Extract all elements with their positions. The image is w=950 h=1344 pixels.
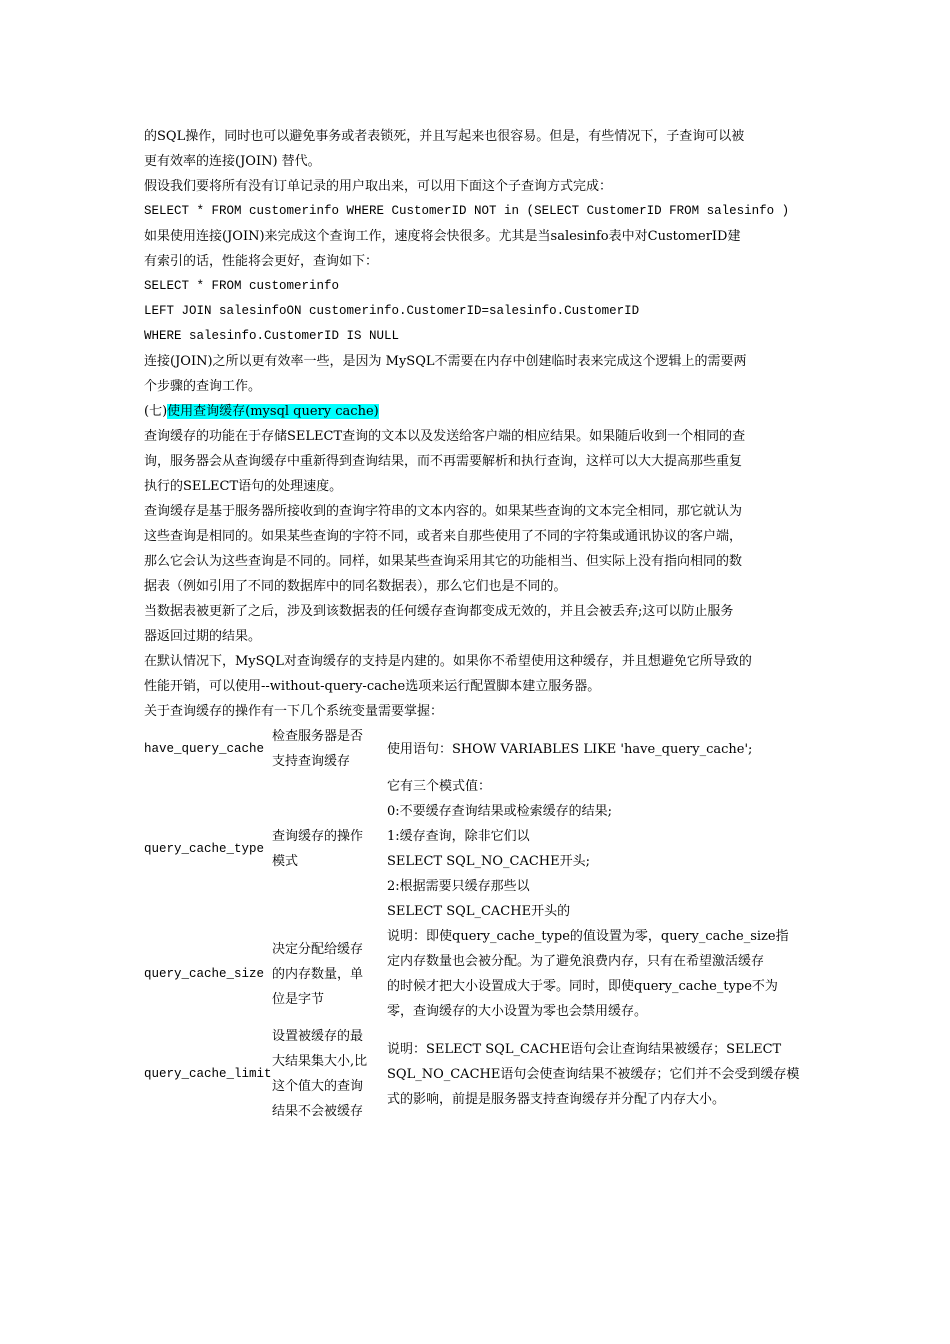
- paragraph-line: 有索引的话，性能将会更好，查询如下：: [144, 254, 379, 269]
- description-line: 这个值大的查询: [271, 1079, 363, 1094]
- detail-line: SELECT SQL_CACHE开头的: [387, 904, 571, 919]
- table-row: [144, 724, 814, 774]
- paragraph-line: 查询缓存是基于服务器所接收到的查询字符串的文本内容的。如果某些查询的文本完全相同，那它就认为: [144, 504, 743, 519]
- detail-line: 说明：SELECT SQL_CACHE语句会让查询结果被缓存；SELECT: [387, 1041, 782, 1057]
- paragraph-line: 关于查询缓存的操作有一下几个系统变量需要掌握：: [144, 704, 444, 719]
- paragraph-line: 假设我们要将所有没有订单记录的用户取出来，可以用下面这个子查询方式完成：: [144, 179, 613, 194]
- code-line: WHERE salesinfo.CustomerID IS NULL: [144, 329, 400, 343]
- document-page: [144, 124, 814, 1124]
- detail-line: 的时候才把大小设置成大于零。同时，即使query_cache_type不为: [387, 979, 778, 994]
- variable-description: [272, 924, 385, 1024]
- paragraph-line: 查询缓存的功能在于存储SELECT查询的文本以及发送给客户端的相应结果。如果随后收到一个相同的查: [144, 429, 746, 444]
- variable-detail: [385, 1024, 814, 1124]
- intro-section: [144, 124, 814, 399]
- detail-line: SELECT SQL_NO_CACHE开头;: [387, 854, 590, 869]
- code-line: SELECT * FROM customerinfo: [144, 279, 340, 293]
- description-line: 大结果集大小,比: [271, 1054, 368, 1069]
- detail-line: 它有三个模式值：: [387, 779, 492, 794]
- query-cache-section: [144, 424, 814, 724]
- detail-line: 零，查询缓存的大小设置为零也会禁用缓存。: [387, 1004, 648, 1019]
- paragraph-line: 如果使用连接(JOIN)来完成这个查询工作，速度将会快很多。尤其是当salesinfo表中对CustomerID建: [144, 229, 741, 244]
- code-line: LEFT JOIN salesinfoON customerinfo.CustomerID=salesinfo.CustomerID: [144, 304, 640, 318]
- description-line: 查询缓存的操作: [271, 829, 363, 844]
- table-row: [144, 774, 814, 924]
- variable-name: have_query_cache: [144, 742, 265, 756]
- paragraph-line: 据表（例如引用了不同的数据库中的同名数据表），那么它们也是不同的。: [144, 579, 567, 594]
- section-heading: [144, 399, 814, 424]
- variable-detail: [385, 774, 814, 924]
- detail-line: 使用语句：SHOW VARIABLES LIKE 'have_query_cache';: [387, 741, 753, 757]
- variable-detail: [385, 924, 814, 1024]
- detail-line: SQL_NO_CACHE语句会使查询结果不被缓存；它们并不会受到缓存模: [387, 1066, 800, 1082]
- description-line: 检查服务器是否: [271, 729, 363, 744]
- description-line: 决定分配给缓存: [271, 941, 363, 957]
- variable-name: query_cache_limit: [144, 1067, 272, 1081]
- table-row: [144, 1024, 814, 1124]
- paragraph-line: 个步骤的查询工作。: [144, 379, 262, 394]
- section-heading-title: 使用查询缓存(mysql query cache): [167, 404, 379, 419]
- paragraph-line: 性能开销，可以使用--without-query-cache选项来运行配置脚本建立服务器。: [144, 679, 601, 694]
- detail-line: 说明：即使query_cache_type的值设置为零，query_cache_size指: [387, 929, 789, 944]
- table-row: [144, 924, 814, 1024]
- paragraph-line: 这些查询是相同的。如果某些查询的字符不同，或者来自那些使用了不同的字符集或通讯协议的客户端，: [144, 529, 743, 544]
- paragraph-line: 的SQL操作，同时也可以避免事务或者表锁死，并且写起来也很容易。但是，有些情况下，子查询可以被: [144, 129, 745, 144]
- description-line: 支持查询缓存: [271, 754, 350, 769]
- system-variables-table: [144, 724, 814, 1124]
- paragraph-line: 连接(JOIN)之所以更有效率一些，是因为 MySQL不需要在内存中创建临时表来完成这个逻辑上的需要两: [144, 354, 747, 369]
- variable-detail: [385, 724, 814, 774]
- variable-description: [272, 774, 385, 924]
- variable-description: [272, 1024, 385, 1124]
- variable-description: [272, 724, 385, 774]
- paragraph-line: 那么它会认为这些查询是不同的。同样，如果某些查询采用其它的功能相当、但实际上没有指向相同的数: [144, 554, 743, 569]
- description-line: 的内存数量，单: [271, 966, 363, 982]
- paragraph-line: 当数据表被更新了之后，涉及到该数据表的任何缓存查询都变成无效的，并且会被丢弃;这可以防止服务: [144, 604, 734, 619]
- variable-name: query_cache_size: [144, 967, 265, 981]
- description-line: 位是字节: [271, 991, 324, 1007]
- paragraph-line: 执行的SELECT语句的处理速度。: [144, 479, 343, 494]
- paragraph-line: 器返回过期的结果。: [144, 629, 262, 644]
- detail-line: 2:根据需要只缓存那些以: [387, 879, 530, 894]
- code-line: SELECT * FROM customerinfo WHERE CustomerID NOT in (SELECT CustomerID FROM salesinfo ): [144, 204, 790, 218]
- paragraph-line: 在默认情况下，MySQL对查询缓存的支持是内建的。如果你不希望使用这种缓存，并且想避免它所导致的: [144, 654, 752, 669]
- variable-name: query_cache_type: [144, 842, 265, 856]
- description-line: 结果不会被缓存: [271, 1104, 363, 1119]
- paragraph-line: 更有效率的连接(JOIN) 替代。: [144, 154, 321, 169]
- detail-line: 0:不要缓存查询结果或检索缓存的结果;: [387, 804, 613, 819]
- paragraph-line: 询，服务器会从查询缓存中重新得到查询结果，而不再需要解析和执行查询，这样可以大大提高那些重复: [144, 454, 743, 469]
- detail-line: 1:缓存查询，除非它们以: [387, 829, 530, 844]
- description-line: 模式: [271, 854, 298, 869]
- section-heading-prefix: (七): [144, 404, 168, 419]
- detail-line: 定内存数量也会被分配。为了避免浪费内存，只有在希望激活缓存: [387, 954, 765, 969]
- detail-line: 式的影响，前提是服务器支持查询缓存并分配了内存大小。: [387, 1091, 726, 1107]
- description-line: 设置被缓存的最: [271, 1029, 363, 1044]
